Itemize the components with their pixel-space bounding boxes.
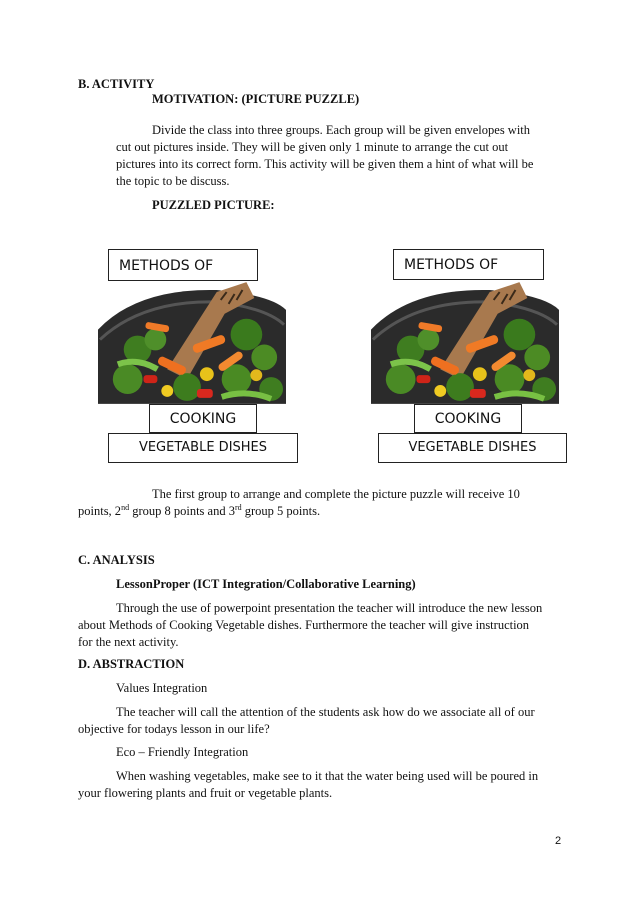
eco-friendly-title: Eco – Friendly Integration xyxy=(116,745,249,759)
page-number: 2 xyxy=(555,835,562,847)
eco-line: When washing vegetables, make see to it that the water being used will be poured in xyxy=(116,769,539,783)
analysis-line: Through the use of powerpoint presentation the teacher will introduce the new lesson xyxy=(116,601,543,615)
section-d-heading: D. ABSTRACTION xyxy=(78,657,185,671)
stir-fry-vegetables-photo xyxy=(98,280,286,404)
motivation-line: cut out pictures inside. They will be given only 1 minute to arrange the cut out xyxy=(116,140,509,154)
motivation-title: MOTIVATION: (PICTURE PUZZLE) xyxy=(152,92,360,106)
motivation-line: pictures into its correct form. This activity will be given them a hint of what will be xyxy=(116,157,534,171)
section-b-heading: B. ACTIVITY xyxy=(78,77,155,91)
section-c-heading: C. ANALYSIS xyxy=(78,553,155,567)
lesson-proper-title: LessonProper (ICT Integration/Collaborative Learning) xyxy=(116,577,416,591)
methods-of-label: METHODS OF xyxy=(393,249,544,280)
values-line: The teacher will call the attention of the students ask how do we associate all of our xyxy=(116,705,535,719)
cooking-label: COOKING xyxy=(149,404,257,433)
puzzled-picture-title: PUZZLED PICTURE: xyxy=(152,198,275,212)
stir-fry-vegetables-photo xyxy=(371,280,559,404)
analysis-line: for the next activity. xyxy=(78,635,179,649)
motivation-line: Divide the class into three groups. Each group will be given envelopes with xyxy=(152,123,531,137)
analysis-line: about Methods of Cooking Vegetable dishes. Furthermore the teacher will give instruction xyxy=(78,618,530,632)
points-line: The first group to arrange and complete the picture puzzle will receive 10 xyxy=(152,487,520,501)
methods-of-label: METHODS OF xyxy=(108,249,258,281)
values-integration-title: Values Integration xyxy=(116,681,208,695)
points-line: points, 2nd group 8 points and 3rd group 5 points. xyxy=(78,502,321,518)
vegetable-dishes-label: VEGETABLE DISHES xyxy=(378,433,567,463)
eco-line: your flowering plants and fruit or vegetable plants. xyxy=(78,786,333,800)
vegetable-dishes-label: VEGETABLE DISHES xyxy=(108,433,298,463)
cooking-label: COOKING xyxy=(414,404,522,433)
values-line: objective for todays lesson in our life? xyxy=(78,722,270,736)
motivation-line: the topic to be discuss. xyxy=(116,174,230,188)
